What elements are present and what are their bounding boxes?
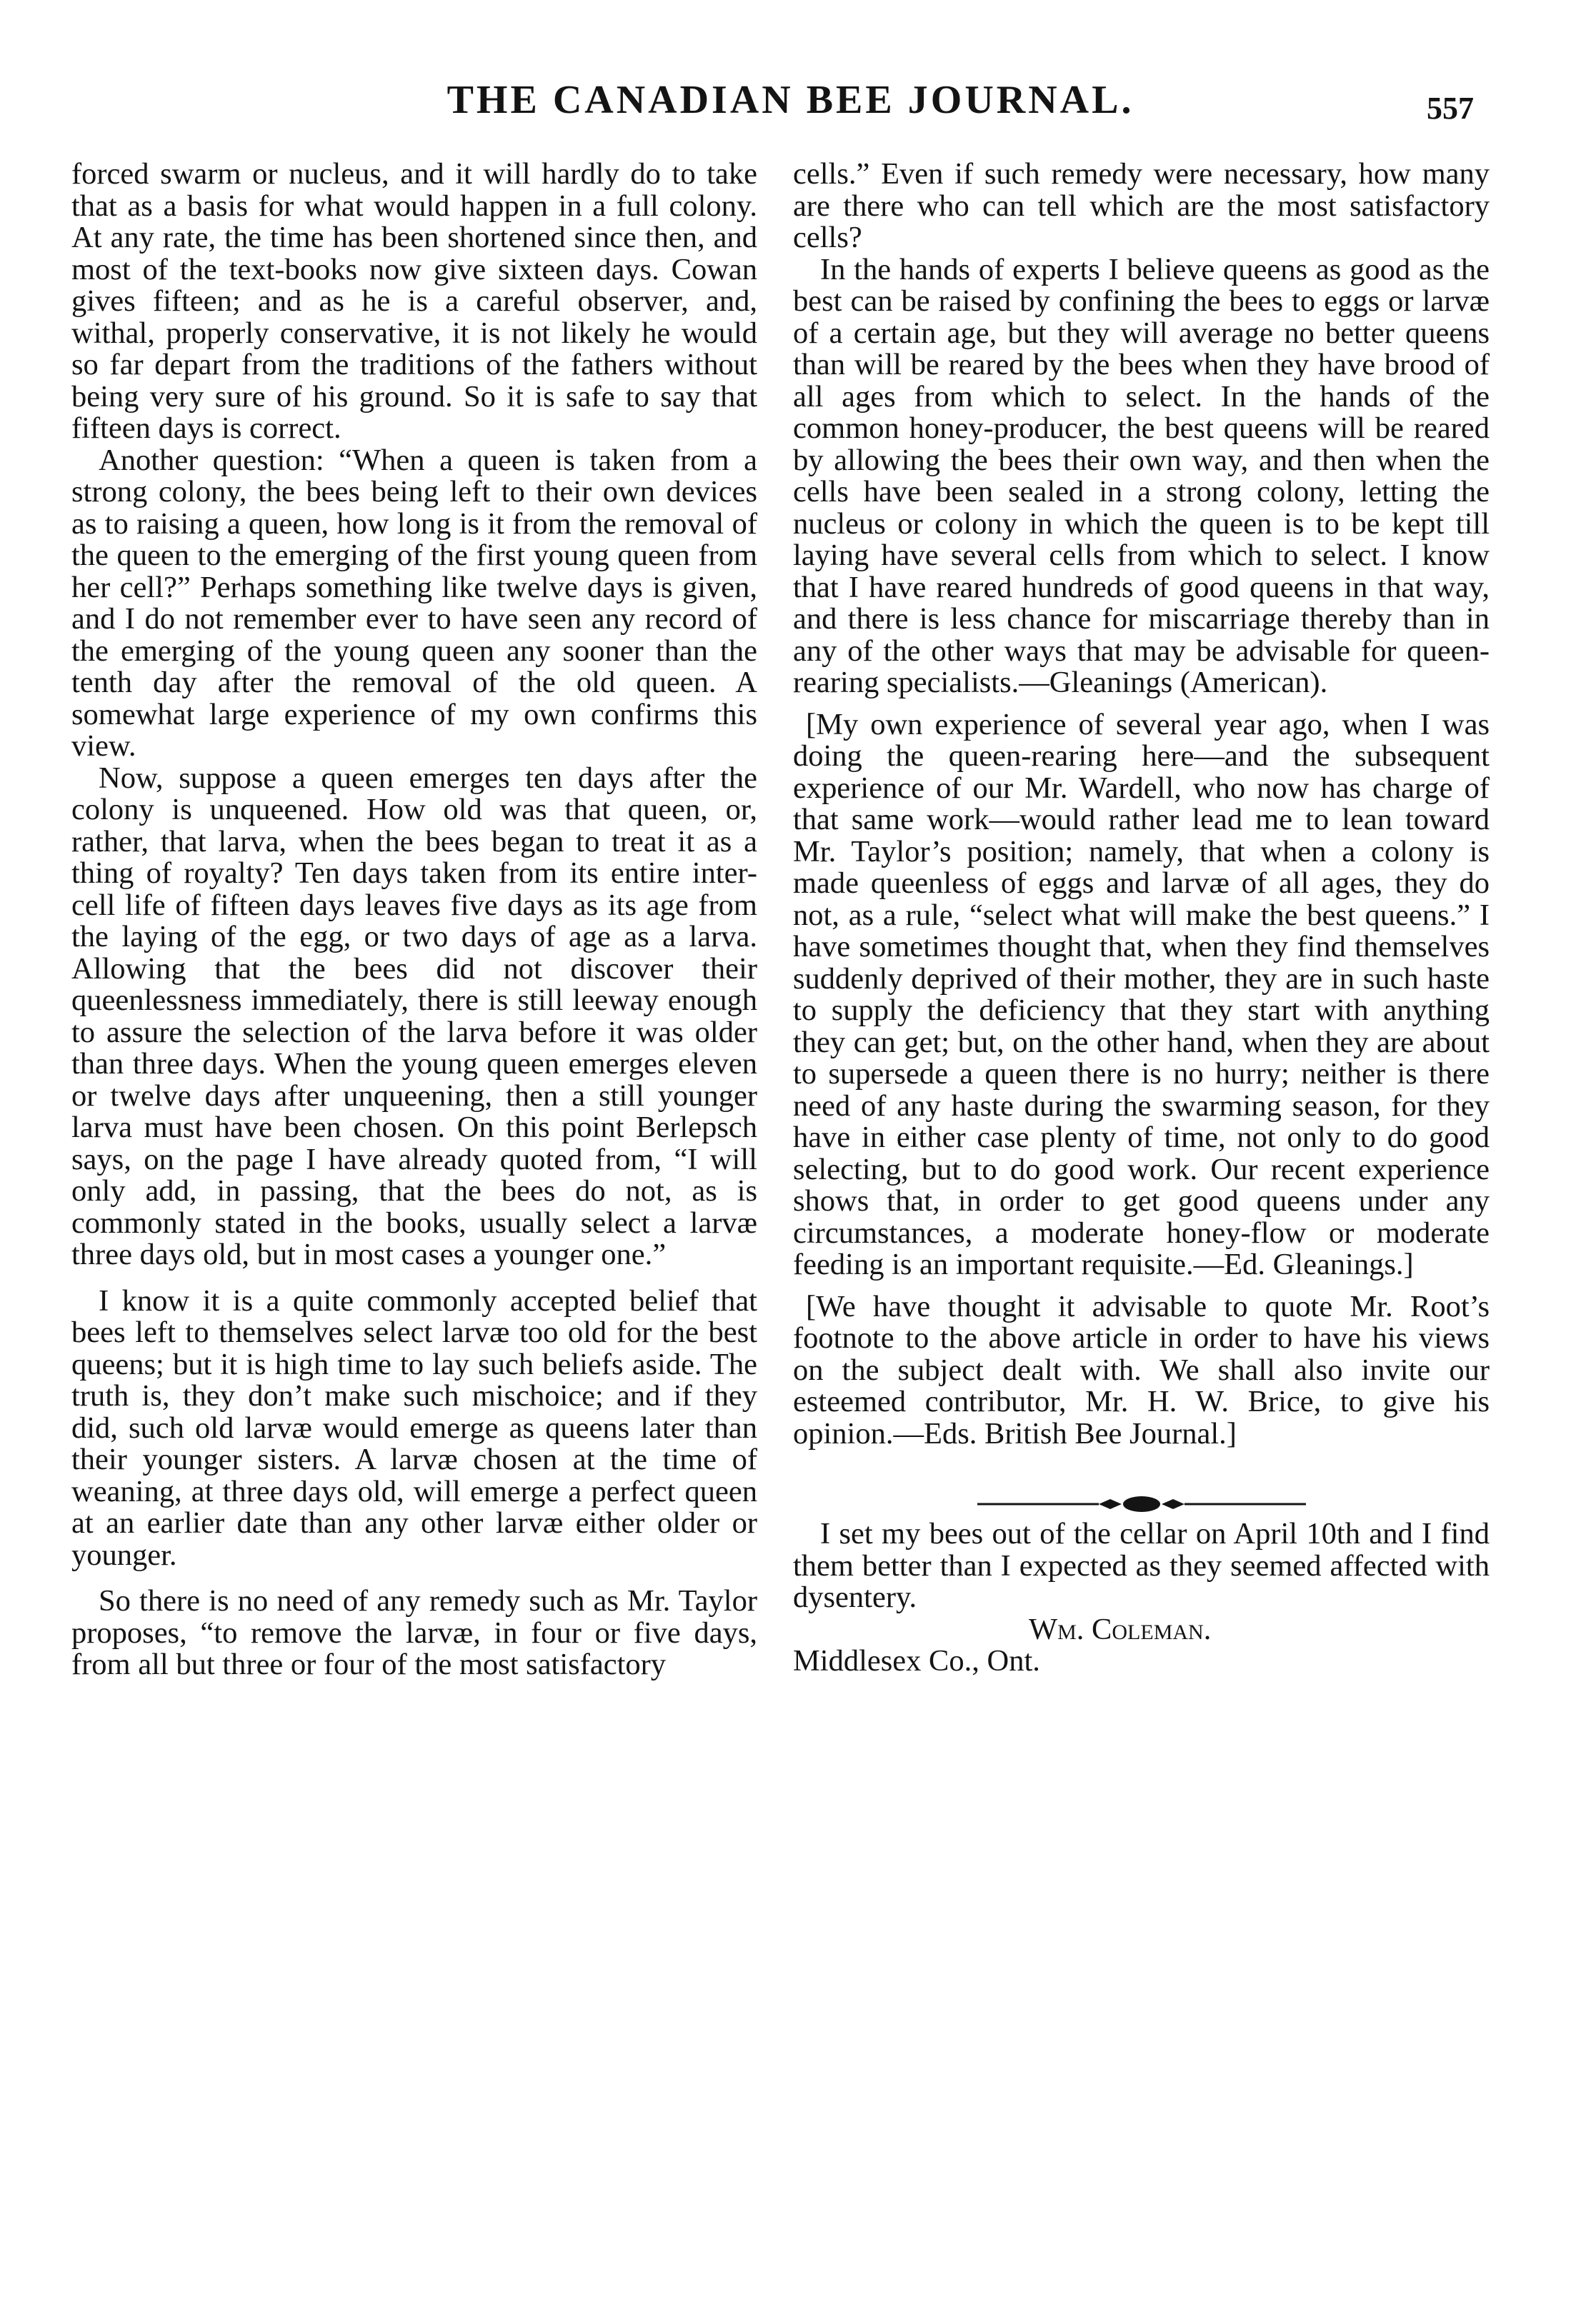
left-paragraph-3: Now, suppose a queen emerges ten days after the colony is unqueened. How old was that queen, or, rather, that larva, when the bees began to treat it as a thing of royalty? Ten days taken from its entire inter-cell life of fifteen days leaves five days as its age from the laying of the egg, or two days of age as a larva. Allowing that the bees did not discover their queenlessness immediately, there is still leeway enough to assure the selection of the larva before it was older than three days. When the young queen emerges eleven or twelve days after unqueening, then a still younger larva must have been chosen. On this point Berlepsch says, on the page I have already quoted from, “I will only add, in passing, that the bees do not, as is commonly stated in the books, usually select a larvæ three days old, but in most cases a younger one.” — [71, 761, 757, 1271]
page-header — [0, 77, 1581, 141]
left-paragraph-1: forced swarm or nucleus, and it will hardly do to take that as a basis for what would happen in a full colony. At any rate, the time has been shortened since then, and most of the text-books now give sixteen days. Cowan gives fifteen; and as he is a careful observer, and, withal, properly conservative, it is not likely he would so far depart from the traditions of the fathers without being very sure of his ground. So it is safe to say that fifteen days is correct. — [71, 157, 757, 445]
right-column — [793, 159, 1490, 1678]
left-paragraph-4: I know it is a quite commonly accepted belief that bees left to themselves select larvæ too old for the best queens; but it is high time to lay such beliefs aside. The truth is, they don’t make such mischoice; and if they did, such old larvæ would emerge as queens later than their younger sisters. A larvæ chosen at the time of weaning, at three days old, will emerge a perfect queen at an earlier date than any other larvæ either older or younger. — [71, 1283, 757, 1572]
editor-note-british-bee-journal: [We have thought it advisable to quote Mr. Root’s footnote to the above article in order to have his views on the subject dealt with. We shall also invite our esteemed contributor, Mr. H. W. Brice, to give his opinion.—Eds. British Bee Journal.] — [793, 1289, 1490, 1451]
section-divider-ornament — [977, 1490, 1306, 1518]
left-column — [71, 159, 757, 1681]
signature-name: Wm. Coleman. — [1029, 1612, 1212, 1646]
running-title: THE CANADIAN BEE JOURNAL. — [447, 78, 1134, 122]
left-paragraph-5: So there is no need of any remedy such as Mr. Taylor proposes, “to remove the larvæ, in four or five days, from all but three or four of the most satisfactory — [71, 1584, 757, 1681]
signature-place: Middlesex Co., Ont. — [793, 1644, 1040, 1678]
editor-note-gleanings: [My own experience of several year ago, when I was doing the queen-rearing here—and the subsequent experience of our Mr. Wardell, who now has charge of that same work—would rather lead me to lean toward Mr. Taylor’s position; namely, that when a colony is made queenless of eggs and larvæ of all ages, they do not, as a rule, “select what will make the best queens.” I have sometimes thought that, when they find themselves suddenly deprived of their mother, they are in such haste to supply the deficiency that they start with anything they can get; but, on the other hand, when they are about to supersede a queen there is no hurry; neither is there need of any haste during the swarming season, for they have in either case plenty of time, not only to do good selecting, but to do good work. Our recent experience shows that, in order to get good queens under any circumstances, a moderate honey-flow or moderate feeding is an important requisite.—Ed. Gleanings.] — [793, 707, 1490, 1281]
coleman-note: I set my bees out of the cellar on April 10th and I find them better than I expected as they seemed affected with dysentery. — [793, 1517, 1490, 1614]
left-paragraph-2: Another question: “When a queen is taken from a strong colony, the bees being left to their own devices as to raising a queen, how long is it from the removal of the queen to the emerging of the first young queen from her cell?” Perhaps something like twelve days is given, and I do not remember ever to have seen any record of the emerging of the young queen any sooner than the tenth day after the removal of the old queen. A somewhat large experience of my own confirms this view. — [71, 443, 757, 763]
right-paragraph-2: In the hands of experts I believe queens as good as the best can be raised by confining the bees to eggs or larvæ of a certain age, but they will average no better queens than will be reared by the bees when they have brood of all ages from which to select. In the hands of the common honey-producer, the best queens will be reared by allowing the bees their own way, and then when the cells have been sealed in a strong colony, letting the nucleus or colony in which the queen is to be kept till laying have several cells from which to select. I know that I have reared hundreds of good queens in that way, and there is less chance for miscarriage thereby than in any of the other ways that may be advisable for queen-rearing specialists.—Gleanings (American). — [793, 252, 1490, 699]
right-paragraph-1: cells.” Even if such remedy were necessary, how many are there who can tell which are the most satisfactory cells? — [793, 157, 1490, 254]
signature-line — [793, 1614, 1490, 1646]
page-number: 557 — [1427, 91, 1474, 126]
